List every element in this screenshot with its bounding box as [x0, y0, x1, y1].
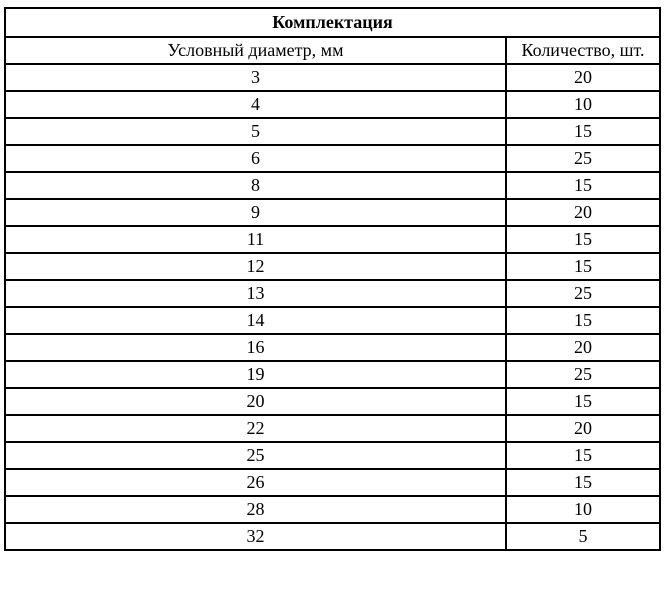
cell-diameter: 25: [5, 442, 506, 469]
cell-quantity: 25: [506, 280, 660, 307]
table-row: [5, 118, 660, 145]
cell-quantity: 20: [506, 334, 660, 361]
header-row: [5, 37, 660, 64]
cell-diameter: 3: [5, 64, 506, 91]
table-row: [5, 64, 660, 91]
table-row: [5, 361, 660, 388]
table-row: [5, 496, 660, 523]
cell-quantity: 20: [506, 415, 660, 442]
cell-quantity: 15: [506, 253, 660, 280]
cell-quantity: 15: [506, 388, 660, 415]
cell-quantity: 20: [506, 64, 660, 91]
cell-diameter: 32: [5, 523, 506, 550]
cell-quantity: 15: [506, 226, 660, 253]
cell-diameter: 12: [5, 253, 506, 280]
table-row: [5, 415, 660, 442]
cell-diameter: 4: [5, 91, 506, 118]
cell-diameter: 8: [5, 172, 506, 199]
cell-diameter: 20: [5, 388, 506, 415]
table-row: [5, 253, 660, 280]
table-row: [5, 523, 660, 550]
table-body: [5, 64, 660, 550]
cell-quantity: 25: [506, 145, 660, 172]
cell-diameter: 5: [5, 118, 506, 145]
cell-diameter: 26: [5, 469, 506, 496]
table-row: [5, 388, 660, 415]
table-row: [5, 91, 660, 118]
table-row: [5, 469, 660, 496]
table-row: [5, 199, 660, 226]
cell-quantity: 25: [506, 361, 660, 388]
cell-quantity: 15: [506, 442, 660, 469]
cell-diameter: 6: [5, 145, 506, 172]
cell-diameter: 9: [5, 199, 506, 226]
table-title: Комплектация: [5, 8, 660, 37]
cell-quantity: 10: [506, 91, 660, 118]
cell-diameter: 28: [5, 496, 506, 523]
table-row: [5, 172, 660, 199]
cell-quantity: 10: [506, 496, 660, 523]
cell-quantity: 5: [506, 523, 660, 550]
title-row: [5, 8, 660, 37]
cell-quantity: 20: [506, 199, 660, 226]
cell-diameter: 11: [5, 226, 506, 253]
cell-diameter: 16: [5, 334, 506, 361]
cell-quantity: 15: [506, 172, 660, 199]
cell-quantity: 15: [506, 469, 660, 496]
cell-diameter: 22: [5, 415, 506, 442]
table-row: [5, 442, 660, 469]
cell-diameter: 13: [5, 280, 506, 307]
cell-diameter: 14: [5, 307, 506, 334]
equipment-table: [4, 7, 661, 551]
column-header-diameter: Условный диаметр, мм: [5, 37, 506, 64]
cell-quantity: 15: [506, 118, 660, 145]
column-header-quantity: Количество, шт.: [506, 37, 660, 64]
cell-quantity: 15: [506, 307, 660, 334]
table-row: [5, 226, 660, 253]
table-row: [5, 145, 660, 172]
table-row: [5, 334, 660, 361]
table-row: [5, 307, 660, 334]
table-row: [5, 280, 660, 307]
cell-diameter: 19: [5, 361, 506, 388]
